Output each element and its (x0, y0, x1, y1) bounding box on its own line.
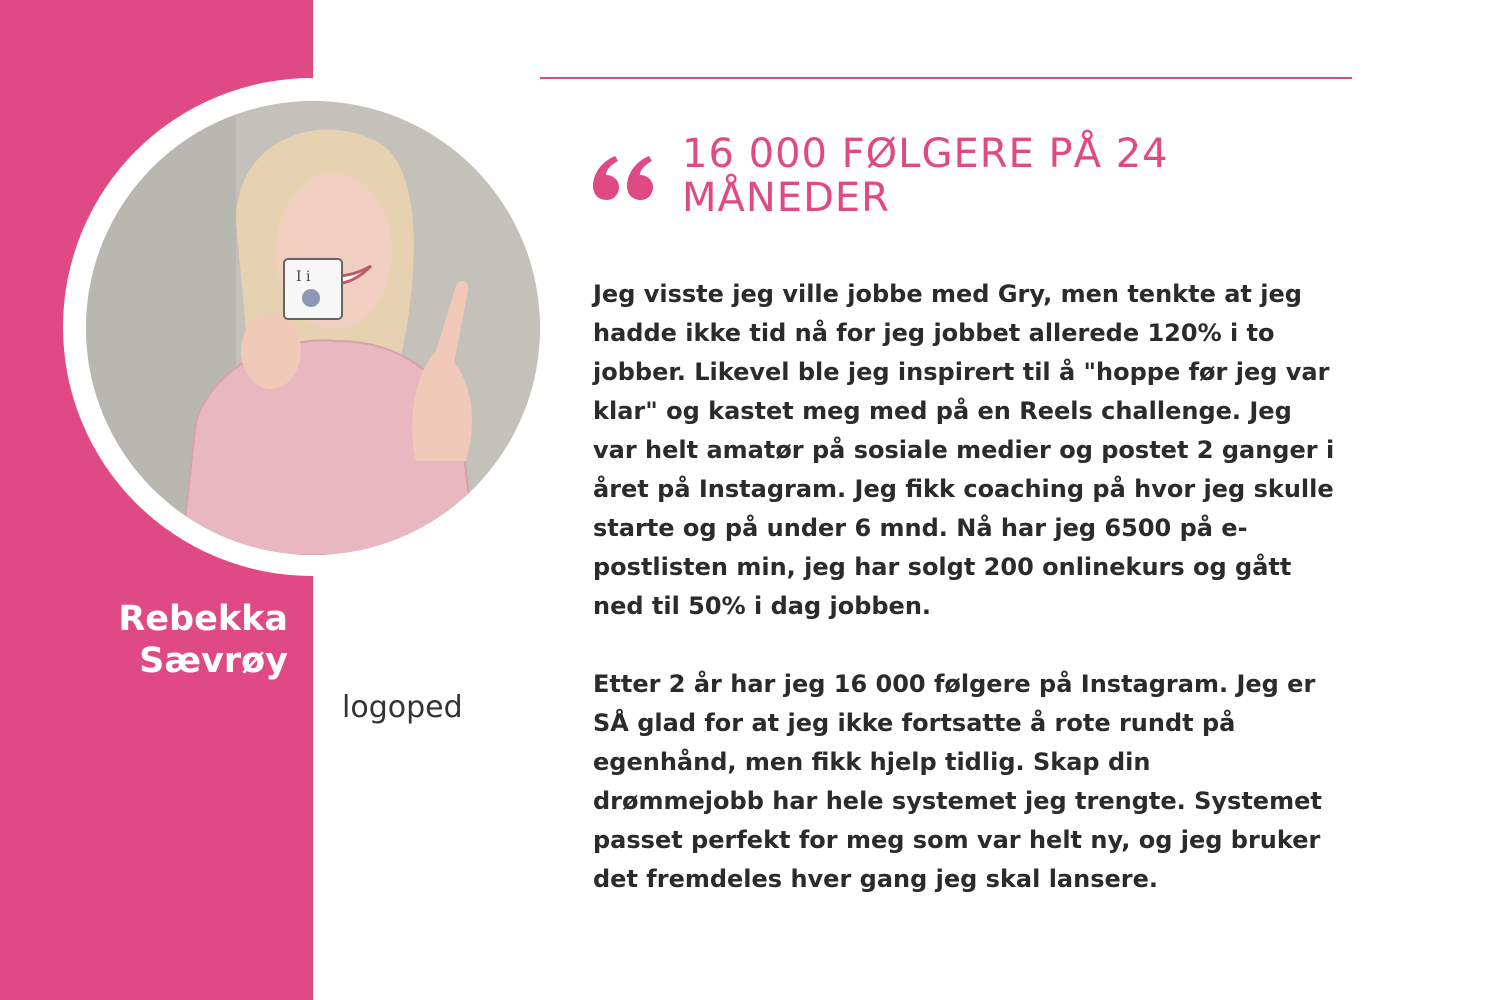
top-divider (540, 77, 1352, 79)
testimonial-paragraph-2: Etter 2 år har jeg 16 000 følgere på Instagram. Jeg er SÅ glad for at jeg ikke fortsatte å rote rundt på egenhånd, men fikk hjelp tidlig. Skap din drømmejobb har hele systemet jeg trengte. Systemet passet perfekt for meg som var helt ny, og jeg bruker det fremdeles hver gang jeg skal lansere. (593, 670, 1322, 893)
quote-marks-icon (593, 156, 653, 200)
person-name-line2: Sævrøy (139, 641, 288, 681)
person-role: logoped (342, 690, 463, 725)
person-name-line1: Rebekka (118, 599, 288, 639)
headline-line1: 16 000 FØLGERE PÅ 24 (682, 131, 1169, 177)
testimonial-body (593, 275, 1393, 938)
testimonial-headline (682, 132, 1382, 220)
testimonial-paragraph-1: Jeg visste jeg ville jobbe med Gry, men tenkte at jeg hadde ikke tid nå for jeg jobbet allerede 120% i to jobber. Likevel ble jeg inspirert til å "hoppe før jeg var klar" og kastet meg med på en Reels challenge. Jeg var helt amatør på sosiale medier og postet 2 ganger i året på Instagram. Jeg fikk coaching på hvor jeg skulle starte og på under 6 mnd. Nå har jeg 6500 på e- postlisten min, jeg har solgt 200 onlinekurs og gått ned til 50% i dag jobben. (593, 280, 1335, 620)
portrait-photo (86, 101, 540, 555)
card-letters: I i (296, 269, 311, 285)
person-name (28, 598, 288, 682)
headline-line2: MÅNEDER (682, 175, 890, 221)
